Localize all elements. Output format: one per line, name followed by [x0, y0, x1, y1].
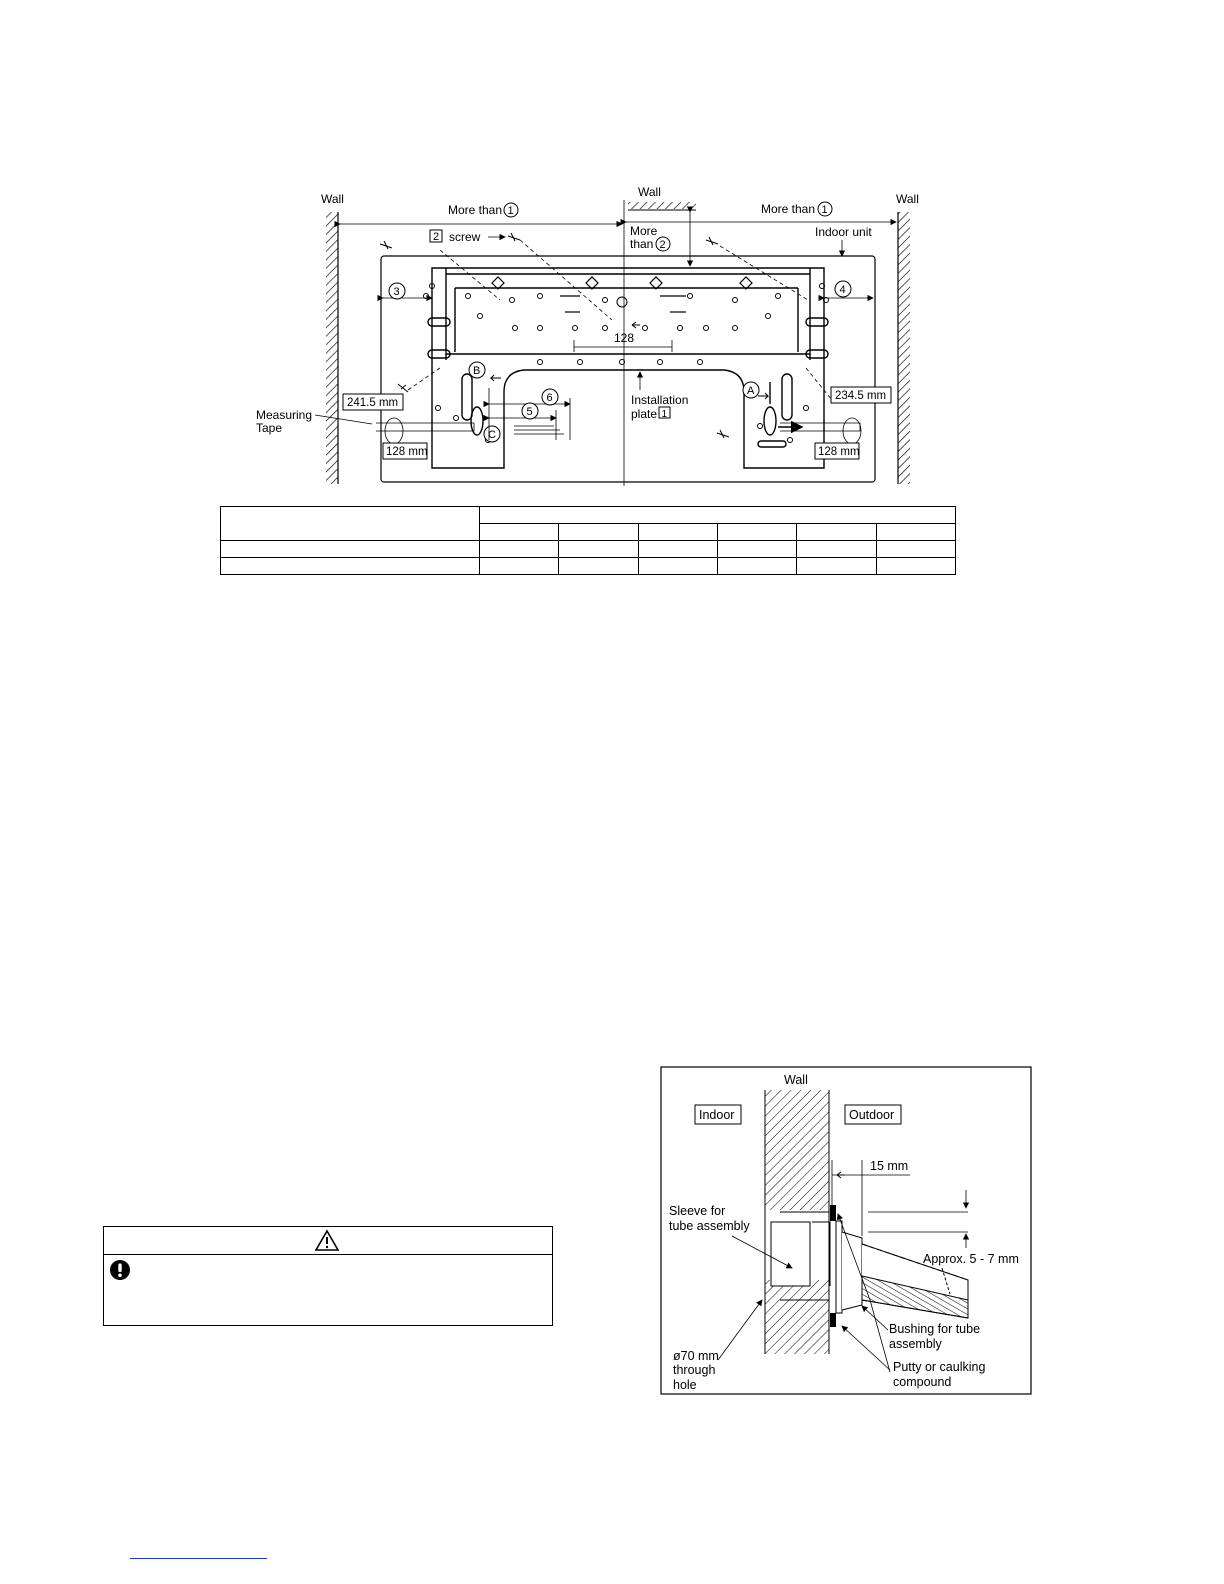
svg-text:1: 1 — [821, 204, 828, 216]
dimension-table — [220, 506, 956, 575]
hole-label-line3: hole — [673, 1378, 697, 1392]
wall-right-label: Wall — [896, 192, 919, 206]
putty-label-line1: Putty or caulking — [893, 1360, 986, 1374]
sleeve-label-line2: tube assembly — [669, 1219, 750, 1233]
installation-label-line2: plate — [631, 407, 658, 421]
installation-label-line1: Installation — [631, 393, 689, 407]
svg-text:3: 3 — [393, 286, 400, 298]
wall-center-label: Wall — [638, 185, 661, 199]
right-wall — [898, 212, 910, 484]
dim-128-center: 128 — [614, 331, 635, 345]
caution-box — [103, 1226, 553, 1326]
letter-b: B — [473, 365, 481, 377]
svg-text:5: 5 — [526, 406, 533, 418]
svg-text:6: 6 — [546, 392, 553, 404]
left-wall — [326, 212, 338, 484]
svg-text:2: 2 — [659, 239, 666, 251]
warning-triangle-icon — [314, 1229, 340, 1252]
svg-text:1: 1 — [507, 205, 514, 217]
caution-body — [104, 1255, 552, 1325]
wall-left-label: Wall — [321, 192, 344, 206]
measuring-tape-line1: Measuring — [256, 408, 313, 422]
screw-label: screw — [449, 230, 481, 244]
ceiling-wall — [628, 202, 696, 209]
svg-text:2: 2 — [433, 231, 440, 243]
caution-header — [104, 1227, 552, 1255]
exclamation-circle-icon — [109, 1259, 131, 1281]
letter-a: A — [747, 385, 755, 397]
more-than-right-label: More than — [761, 202, 816, 216]
installation-plate-diagram — [240, 182, 940, 487]
dim-234-5: 234.5 mm — [835, 390, 887, 402]
more-than-2-line1: More — [630, 224, 658, 238]
dim-15mm: 15 mm — [870, 1159, 909, 1173]
outdoor-label: Outdoor — [849, 1108, 895, 1122]
measuring-tape-line2: Tape — [256, 421, 283, 435]
dim-128-right: 128 mm — [818, 446, 860, 458]
sleeve-label-line1: Sleeve for — [669, 1204, 726, 1218]
indoor-label: Indoor — [699, 1108, 735, 1122]
hole-label-line1: ø70 mm — [673, 1349, 719, 1363]
dim-241-5: 241.5 mm — [347, 397, 399, 409]
dim-128-left: 128 mm — [386, 446, 428, 458]
hole-label-line2: through — [673, 1363, 716, 1377]
table-row — [221, 558, 956, 575]
indoor-unit-label: Indoor unit — [815, 225, 872, 239]
approx-label: Approx. 5 - 7 mm — [923, 1252, 1019, 1266]
svg-text:4: 4 — [839, 284, 846, 296]
bushing-label-line2: assembly — [889, 1337, 942, 1351]
wall-sleeve-diagram — [660, 1066, 1032, 1396]
bushing-label-line1: Bushing for tube — [889, 1322, 981, 1336]
letter-c: C — [488, 429, 496, 441]
wall-section-upper — [765, 1090, 829, 1210]
wall-label: Wall — [784, 1073, 808, 1087]
more-than-left-label: More than — [448, 203, 503, 217]
putty-label-line2: compound — [893, 1375, 952, 1389]
wall-section-lower — [765, 1280, 829, 1354]
table-row — [221, 507, 956, 524]
more-than-2-line2: than — [630, 237, 654, 251]
svg-text:1: 1 — [661, 409, 668, 420]
table-row — [221, 541, 956, 558]
footer-link-underline — [130, 1558, 267, 1559]
